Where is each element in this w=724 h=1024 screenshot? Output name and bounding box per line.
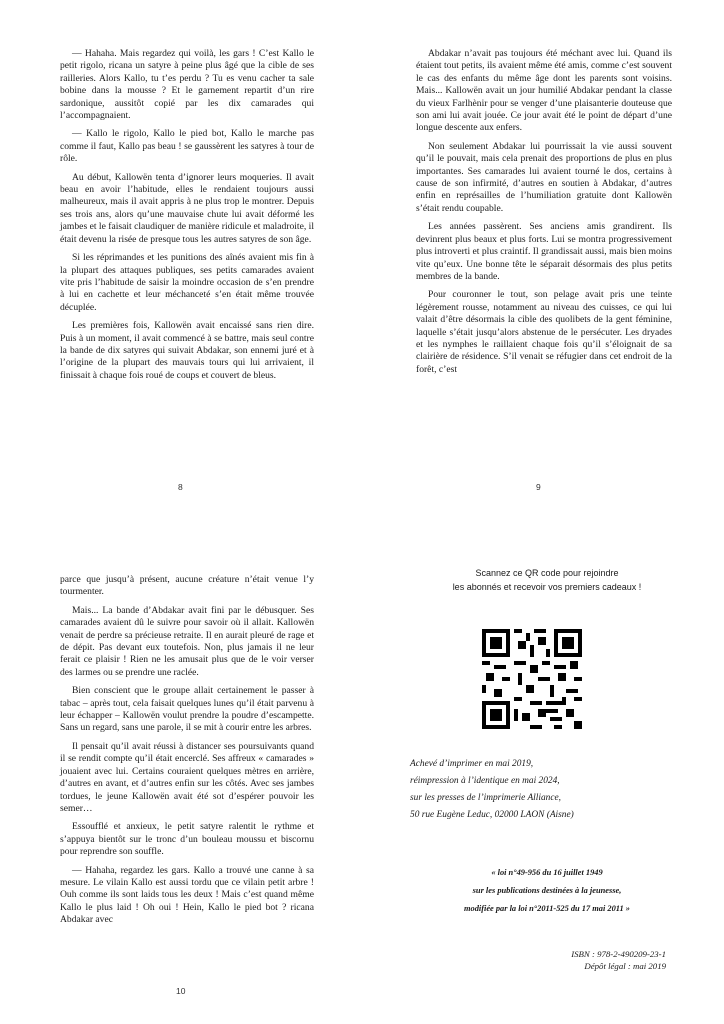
qr-invitation (422, 566, 672, 594)
paragraph: — Hahaha. Mais regardez qui voilà, les gars ! C’est Kallo le petit rigolo, ricana un satyre à peine plus âgé que la cible de ses railleries. Alors Kallo, tu t’es perdu ? Tu es venu cacher ta sale bobine dans la mousse ? Et le garnement repartit d’un rire sardonique, aussitôt copié par les dix camarades qui l’accompagnaient. (60, 48, 314, 122)
law-line: modifiée par la loi n°2011-525 du 17 mai 2011 » (464, 904, 630, 913)
colophon-line: Achevé d’imprimer en mai 2019, (410, 759, 534, 769)
colophon-line: sur les presses de l’imprimerie Alliance, (410, 793, 562, 803)
colophon-line: 50 rue Eugène Leduc, 02000 LAON (Aisne) (410, 810, 574, 820)
page-10 (0, 512, 362, 1024)
isbn-block (571, 948, 666, 972)
paragraph: Abdakar n’avait pas toujours été méchant avec lui. Quand ils étaient tout petits, ils avaient même été amis, comme c’est souvent le cas des enfants du même âge dont les parents sont voisins. Mais... Kallowën avait un jour humilié Abdakar pendant la classe du vieux Farlhènir pour se venger d’une plaisanterie douteuse que son ami lui avait jouée. Ce jour avait été le point de départ d’une longue descente aux enfers. (416, 48, 672, 134)
page-number: 8 (178, 482, 183, 492)
law-line: « loi n°49-956 du 16 juillet 1949 (491, 868, 603, 877)
paragraph: — Kallo le rigolo, Kallo le pied bot, Kallo le marche pas comme il faut, Kallo pas beau ! se gaussèrent les satyres à tour de rôle. (60, 128, 314, 165)
paragraph: — Hahaha, regardez les gars. Kallo a trouvé une canne à sa mesure. Le vilain Kallo est aussi tordu que ce vilain petit arbre ! Ouh comme ils sont laids tous les deux ! Mais c’est quand même Kallo le plus laid ! Oh oui ! Hein, Kallo le pied bot ? ricana Abdakar avec (60, 864, 314, 926)
printing-colophon (410, 756, 640, 824)
paragraph: parce que jusqu’à présent, aucune créature n’était venue l’y tourmenter. (60, 574, 314, 598)
qr-code-icon[interactable] (482, 629, 582, 729)
paragraph: Il pensait qu’il avait réussi à distancer ses poursuivants quand il se rendit compte qu’il était encerclé. Ses affreux « camarades » jouaient avec lui. Certains couraient quelques mètres en arrière, d’autres en avant, et d’autres enfin sur les côtés. Avec ses jambes tordues, le jeune Kallowën avait été sot d’espérer pouvoir les semer… (60, 740, 314, 814)
page-10-text (60, 574, 314, 933)
qr-invitation-line: les abonnés et recevoir vos premiers cadeaux ! (452, 582, 642, 592)
isbn: ISBN : 978-2-490209-23-1 (571, 949, 666, 959)
paragraph: Non seulement Abdakar lui pourrissait la vie aussi souvent qu’il le pouvait, mais cela prenait des proportions de plus en plus importantes. Ses camarades lui avaient tourné le dos, certains à cause de son infirmité, d’autres en soutien à Abdakar, d’autres enfin en représailles de l’humiliation gratuite dont Kallowën s’était rendu coupable. (416, 140, 672, 214)
page-8 (0, 0, 362, 512)
legal-deposit: Dépôt légal : mai 2019 (584, 961, 666, 971)
page-9 (362, 0, 724, 512)
paragraph: Pour couronner le tout, son pelage avait pris une teinte légèrement rousse, notamment au niveau des cuisses, ce qui lui valait d’être désormais la cible des quolibets de la gent féminine, laquelle s’était jusqu’alors abstenue de le persécuter. Les dryades et les nymphes le raillaient chaque fois qu’il s’éloignait de sa clairière de résidence. S’il venait se réfugier dans cet endroit de la forêt, c’est (416, 289, 672, 375)
page-number: 9 (536, 482, 541, 492)
law-line: sur les publications destinées à la jeunesse, (472, 886, 622, 895)
paragraph: Les premières fois, Kallowën avait encaissé sans rien dire. Puis à un moment, il avait commencé à se battre, mais seul contre la bande de dix satyres qui suivait Abdakar, son ennemi juré et à l’origine de la plupart des mauvais tours qui lui arrivaient, il finissait à chaque fois roué de coups et couvert de bleus. (60, 320, 314, 381)
colophon-page (362, 512, 724, 1024)
page-8-text (60, 48, 314, 388)
paragraph: Mais... La bande d’Abdakar avait fini par le débusquer. Ses camarades avaient dû le suivre pour savoir où il allait. Kallowën venait de perdre sa précieuse retraite. Il en aurait pleuré de rage et de dépit. Pas devant eux toutefois. Non, plus jamais il ne leur ferait ce plaisir ! Rien ne les amusait plus que de le voir verser des larmes ou se prendre une raclée. (60, 604, 314, 678)
page-number: 10 (176, 986, 186, 996)
law-notice (422, 864, 672, 918)
paragraph: Essoufflé et anxieux, le petit satyre ralentit le rythme et s’appuya bientôt sur le tronc d’un bouleau moussu et biscornu pour reprendre son souffle. (60, 821, 314, 858)
paragraph: Les années passèrent. Ses anciens amis grandirent. Ils devinrent plus beaux et plus forts. Lui se montra progressivement plus introverti et plus craintif. Il grandissait aussi, mais bien moins vite qu’eux. Une bonne tête le séparait désormais des plus petits membres de la bande. (416, 221, 672, 282)
paragraph: Bien conscient que le groupe allait certainement le passer à tabac – après tout, cela faisait quelques lunes qu’il était parvenu à leur échapper – Kallowën voulut prendre la poudre d’escampette. Sans un regard, sans une parole, il se mit à courir entre les arbres. (60, 685, 314, 734)
page-9-text (416, 48, 672, 382)
colophon-line: réimpression à l’identique en mai 2024, (410, 776, 560, 786)
paragraph: Si les réprimandes et les punitions des aînés avaient mis fin à la plupart des attaques publiques, ses petits camarades avaient vite pris l’habitude de saisir la moindre occasion de s’en prendre à lui en cachette et leur méchanceté s’en était même trouvée décuplée. (60, 252, 314, 313)
paragraph: Au début, Kallowën tenta d’ignorer leurs moqueries. Il avait beau en avoir l’habitude, elles le rendaient toujours aussi malheureux, mais il avait appris à ne plus trop le montrer. Depuis ses trois ans, alors qu’une mauvaise chute lui avait déformé les jambes et le faisait claudiquer de manière ridicule et maladroite, il était devenu la risée de presque tous les autres satyres de son âge. (60, 171, 314, 245)
qr-invitation-line: Scannez ce QR code pour rejoindre (475, 568, 619, 578)
